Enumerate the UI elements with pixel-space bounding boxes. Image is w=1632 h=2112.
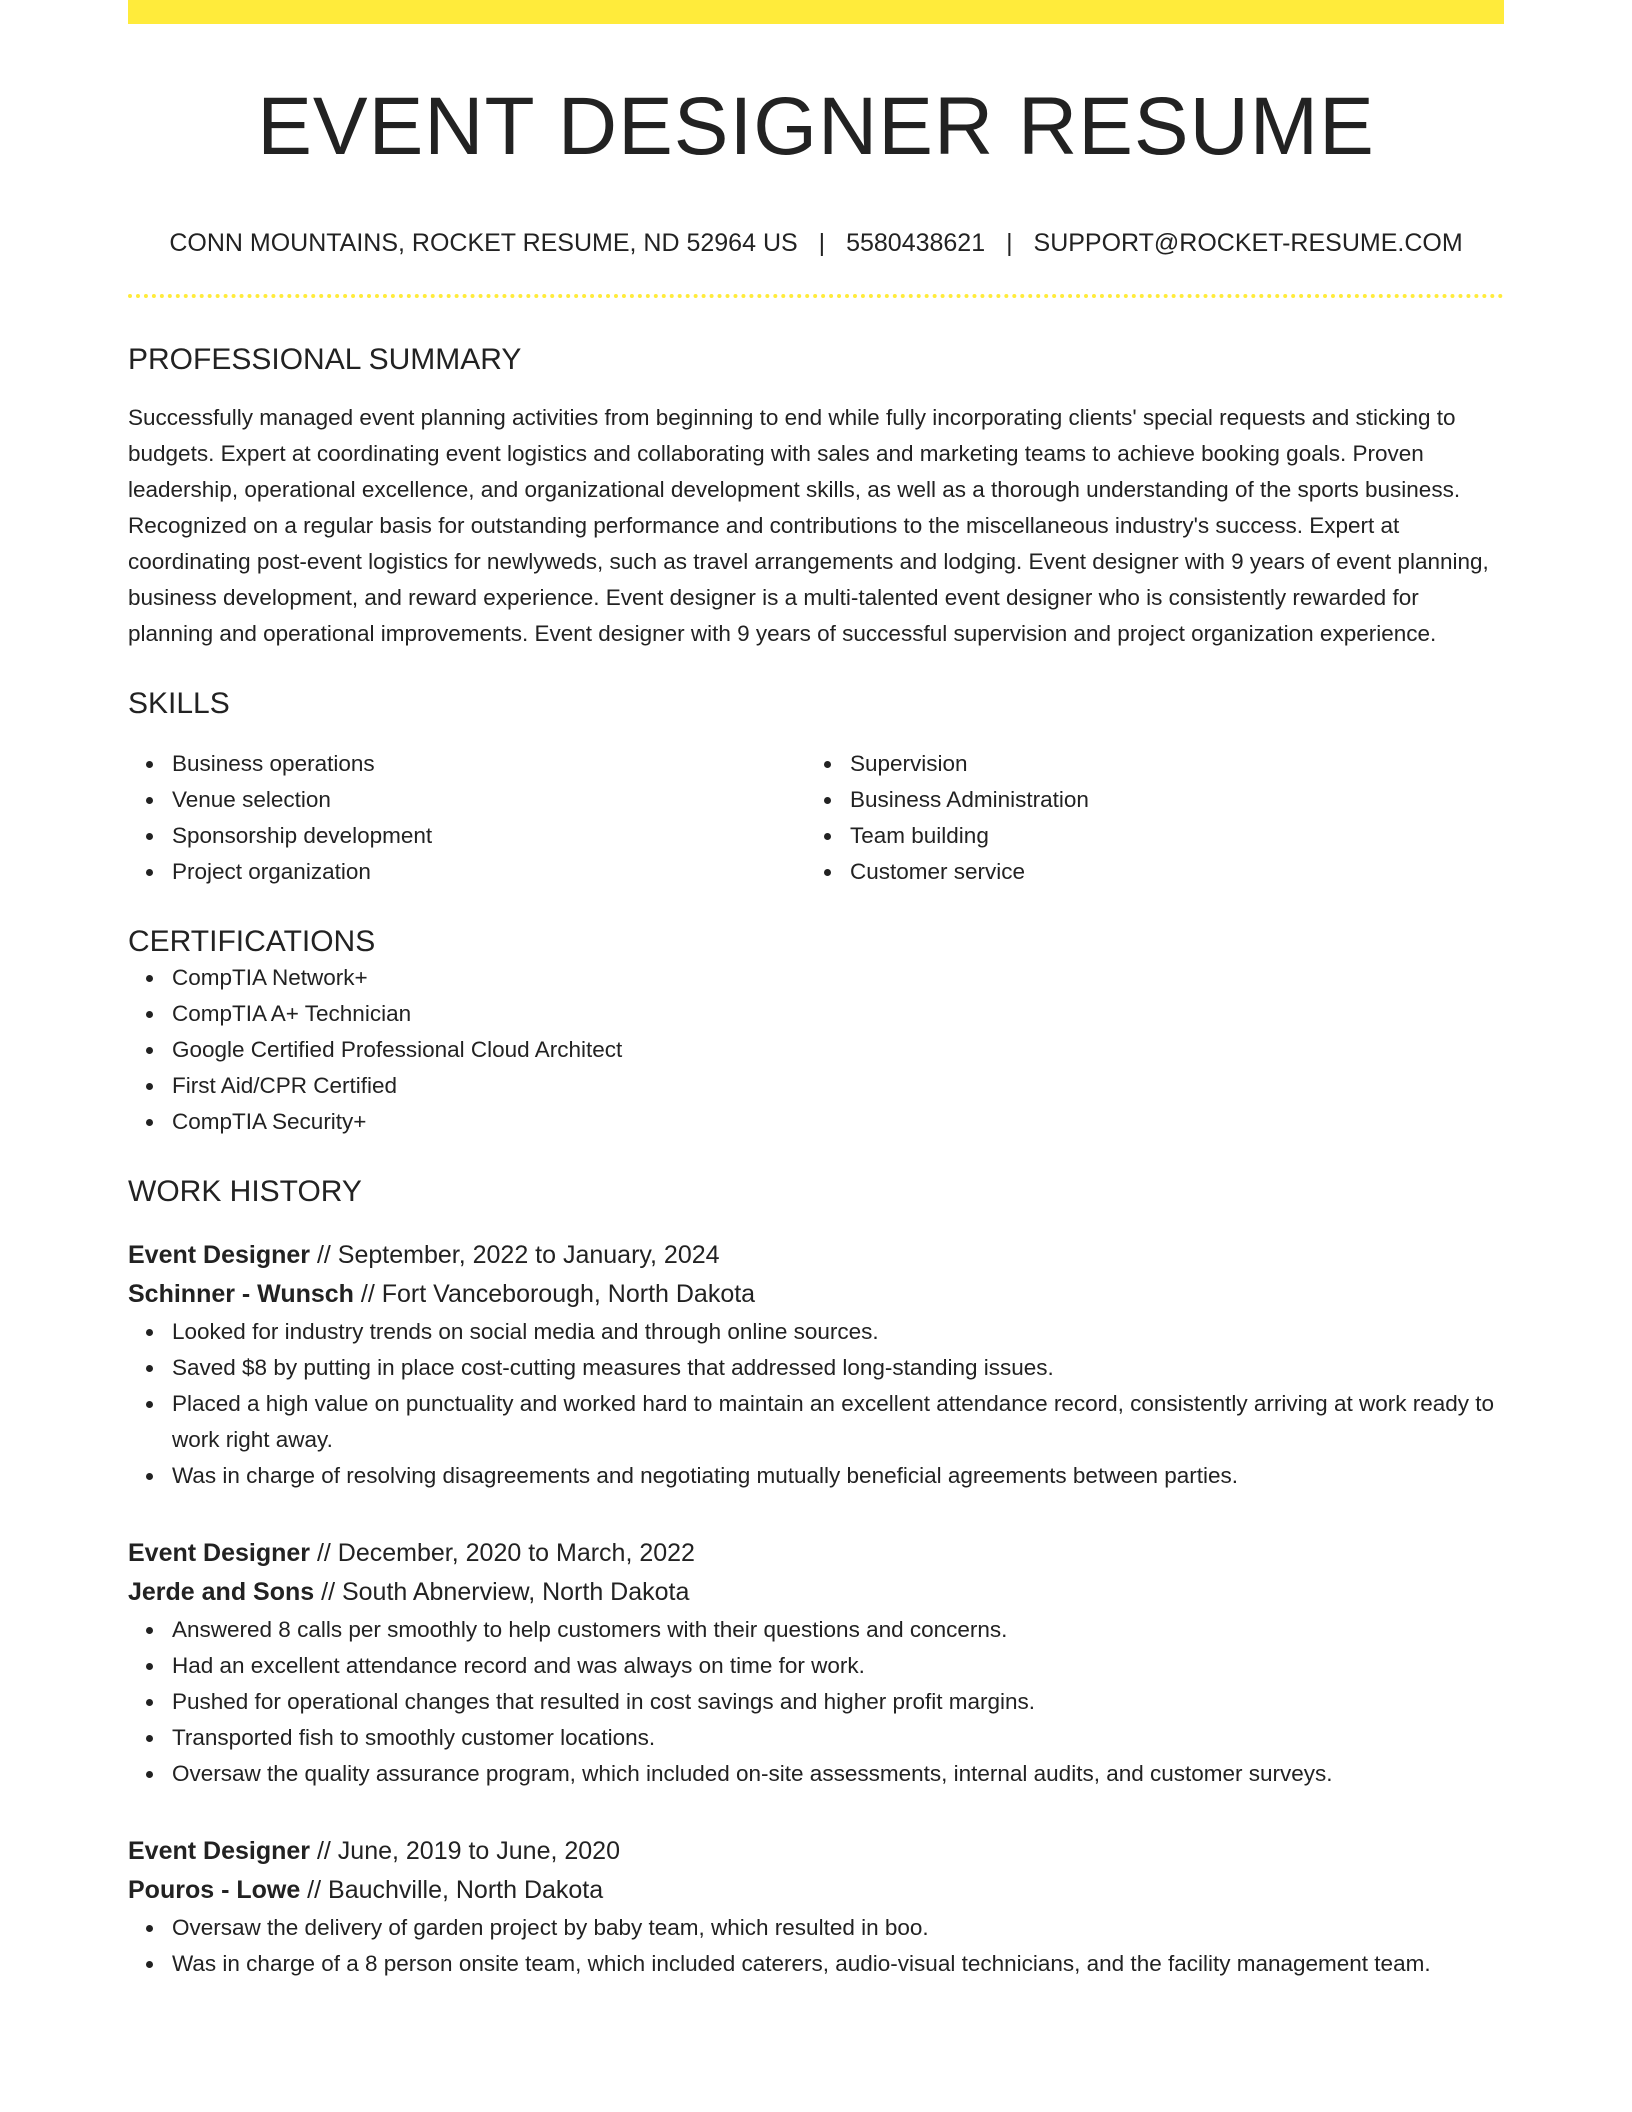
certification-item: CompTIA Network+ [172, 960, 1504, 996]
top-accent-bar [128, 0, 1504, 24]
job-title-line [128, 1534, 1504, 1573]
job-title-line [128, 1832, 1504, 1871]
job-dates: // December, 2020 to March, 2022 [310, 1539, 695, 1568]
resume-page [128, 0, 1504, 1982]
skills-heading: SKILLS [128, 687, 230, 721]
certification-item: CompTIA A+ Technician [172, 996, 1504, 1032]
skill-item: Sponsorship development [172, 818, 806, 854]
skill-item: Supervision [850, 746, 1484, 782]
certification-item: Google Certified Professional Cloud Architect [172, 1032, 1504, 1068]
job-location: // Fort Vanceborough, North Dakota [353, 1280, 756, 1309]
job-company-line [128, 1573, 1504, 1612]
contact-email: SUPPORT@ROCKET-RESUME.COM [1033, 229, 1463, 258]
contact-line [128, 228, 1504, 258]
job-entry [128, 1534, 1504, 1792]
certifications-heading: CERTIFICATIONS [128, 925, 376, 959]
summary-section [128, 342, 1504, 652]
summary-heading: PROFESSIONAL SUMMARY [128, 343, 522, 377]
job-title-line [128, 1236, 1504, 1275]
job-bullet: Pushed for operational changes that resulted in cost savings and higher profit margins. [172, 1684, 1504, 1720]
job-dates: // September, 2022 to January, 2024 [310, 1241, 720, 1270]
job-company-line [128, 1275, 1504, 1314]
job-company: Pouros - Lowe [128, 1876, 301, 1905]
job-company: Jerde and Sons [128, 1578, 315, 1607]
job-bullet: Was in charge of resolving disagreements and negotiating mutually beneficial agreements between parties. [172, 1458, 1504, 1494]
resume-title: EVENT DESIGNER RESUME [257, 81, 1375, 172]
job-company: Schinner - Wunsch [128, 1280, 354, 1309]
summary-text: Successfully managed event planning activities from beginning to end while fully incorporating clients' special requests and sticking to budgets. Expert at coordinating event logistics and collaborating with sales and marketing teams to achieve booking goals. Proven leadership, operational excellence, and organizational development skills, as well as a thorough understanding of the sports business. Recognized on a regular basis for outstanding performance and contributions to the miscellaneous industry's success. Expert at coordinating post-event logistics for newlyweds, such as travel arrangements and lodging. Event designer with 9 years of event planning, business development, and reward experience. Event designer is a multi-talented event designer who is consistently rewarded for planning and operational improvements. Event designer with 9 years of successful supervision and project organization experience. [128, 405, 1489, 647]
skills-section [128, 686, 1504, 890]
skill-item: Business Administration [850, 782, 1484, 818]
contact-address: CONN MOUNTAINS, ROCKET RESUME, ND 52964 US [169, 229, 798, 258]
work-history-heading: WORK HISTORY [128, 1175, 362, 1209]
skills-grid [128, 746, 1504, 890]
job-dates: // June, 2019 to June, 2020 [310, 1837, 620, 1866]
certification-item: First Aid/CPR Certified [172, 1068, 1504, 1104]
skill-item: Customer service [850, 854, 1484, 890]
job-bullets [128, 1612, 1504, 1792]
contact-separator: | [1006, 229, 1013, 258]
job-bullet: Saved $8 by putting in place cost-cutting measures that addressed long-standing issues. [172, 1350, 1504, 1386]
skill-item: Project organization [172, 854, 806, 890]
skills-list-left [128, 746, 806, 890]
job-bullet: Transported fish to smoothly customer locations. [172, 1720, 1504, 1756]
job-company-line [128, 1871, 1504, 1910]
contact-separator: | [818, 229, 826, 258]
job-title: Event Designer [128, 1539, 311, 1568]
skill-item: Team building [850, 818, 1484, 854]
job-location: // Bauchville, North Dakota [300, 1876, 604, 1905]
job-bullet: Oversaw the delivery of garden project by baby team, which resulted in boo. [172, 1910, 1504, 1946]
skills-column-left [128, 746, 806, 890]
job-title: Event Designer [128, 1837, 311, 1866]
job-entry [128, 1832, 1504, 1982]
job-bullet: Oversaw the quality assurance program, which included on-site assessments, internal audits, and customer surveys. [172, 1756, 1504, 1792]
job-bullet: Placed a high value on punctuality and worked hard to maintain an excellent attendance record, consistently arriving at work ready to work right away. [172, 1386, 1504, 1458]
skill-item: Business operations [172, 746, 806, 782]
job-bullet: Was in charge of a 8 person onsite team, which included caterers, audio-visual technicians, and the facility management team. [172, 1946, 1504, 1982]
job-title: Event Designer [128, 1241, 311, 1270]
job-bullet: Looked for industry trends on social media and through online sources. [172, 1314, 1504, 1350]
skill-item: Venue selection [172, 782, 806, 818]
job-entry [128, 1236, 1504, 1494]
work-history-section [128, 1174, 1504, 1982]
job-location: // South Abnerview, North Dakota [314, 1578, 690, 1607]
job-bullet: Answered 8 calls per smoothly to help customers with their questions and concerns. [172, 1612, 1504, 1648]
certifications-section [128, 924, 1504, 1140]
skills-column-right [806, 746, 1484, 890]
job-bullets [128, 1910, 1504, 1982]
skills-list-right [806, 746, 1484, 890]
certifications-list [128, 960, 1504, 1140]
job-bullets [128, 1314, 1504, 1494]
contact-phone: 5580438621 [846, 229, 986, 258]
header-divider [128, 294, 1504, 298]
certification-item: CompTIA Security+ [172, 1104, 1504, 1140]
job-bullet: Had an excellent attendance record and was always on time for work. [172, 1648, 1504, 1684]
